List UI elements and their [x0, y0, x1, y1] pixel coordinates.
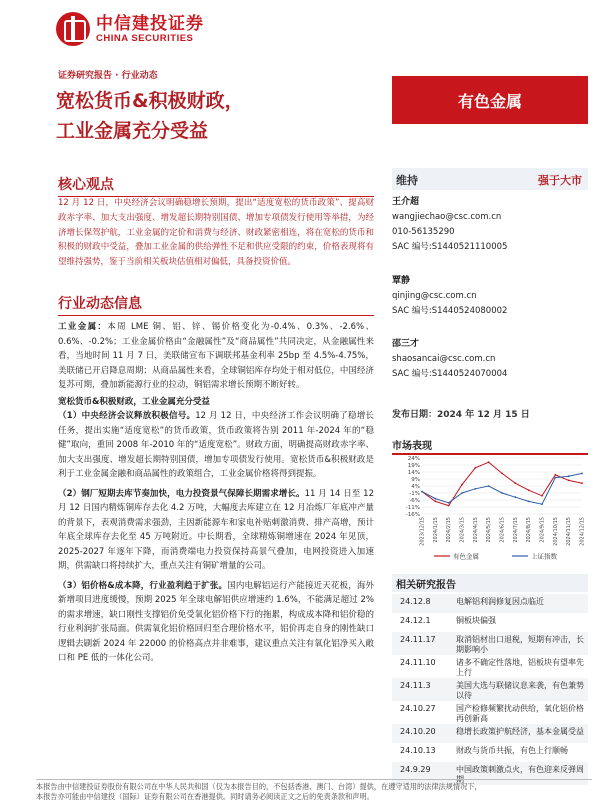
- market-performance-chart: [392, 452, 588, 568]
- rating-level: 强于大市: [538, 174, 582, 187]
- analyst-1: [392, 195, 588, 255]
- x-tick-label: 2024/2/15: [446, 517, 453, 543]
- y-tick-label: 4%: [411, 484, 420, 490]
- dynamics-heading: 行业动态信息: [58, 293, 374, 313]
- data-point: [554, 474, 556, 476]
- csc-logo-icon: [56, 12, 90, 46]
- report-date: 24.11.3: [400, 681, 431, 690]
- data-point: [501, 473, 503, 475]
- report-title: [56, 86, 244, 146]
- x-tick-label: 2024/12/15: [579, 517, 586, 546]
- brand-name-en: CHINA SECURITIES: [96, 32, 194, 44]
- report-date: 24.11.17: [400, 635, 436, 644]
- sector-label: 有色金属: [392, 76, 588, 124]
- dynamics-body: [58, 320, 374, 666]
- y-tick-label: -11%: [405, 505, 420, 511]
- data-point: [474, 488, 476, 490]
- sub-heading: 宽松货币&积极财政，工业金属充分受益: [58, 396, 210, 407]
- analyst-name: 王介超: [392, 197, 420, 207]
- paragraph-1: （1）中央经济会议释放积极信号。12 月 12 日，中央经济工作会议明确了稳增长任务，提出实施“适度宽松”的货币政策，货币政策将告别 2011 年-2024 年的“稳健”取向，重回 2008 年-2010 年的“适度宽松”。财政方面，明确提高财政赤字率、加大支出强度、增发超长期特别国债，增加专项债发行使用。宽松货币&积极财政是利于工业金属金融和商品属性的政策组合，工业金属价格将得到提振。: [58, 411, 374, 479]
- analyst-email[interactable]: qinjing@csc.com.cn: [392, 291, 477, 301]
- market-chart-title: 市场表现: [392, 437, 588, 456]
- y-tick-label: -1%: [409, 491, 420, 497]
- brand-name-cn: 中信建投证券: [96, 13, 204, 34]
- data-point: [488, 485, 490, 487]
- data-point: [541, 495, 543, 497]
- rating-action: 维持: [396, 174, 418, 187]
- data-point: [421, 491, 423, 493]
- series-line: [422, 462, 582, 505]
- report-date: 24.12.8: [400, 597, 431, 606]
- report-name[interactable]: 中国政策刺激点火，有色迎来反弹周期: [456, 765, 584, 784]
- analyst-name: 覃静: [392, 276, 411, 286]
- x-tick-label: 2024/1/15: [432, 517, 439, 543]
- analyst-email[interactable]: shaosancai@csc.com.cn: [392, 354, 496, 364]
- report-name[interactable]: 国产检修频繁扰动供给，氧化铝价格再创新高: [456, 704, 584, 723]
- report-title-line2: 工业金属充分受益: [56, 120, 209, 142]
- related-reports-heading: 相关研究报告: [392, 574, 588, 592]
- analyst-sac: SAC 编号:S1440521110005: [392, 242, 508, 252]
- report-name[interactable]: 铜板块偏强: [456, 616, 496, 625]
- report-row[interactable]: [392, 743, 588, 762]
- x-tick-label: 2023/12/15: [419, 517, 426, 546]
- y-tick-label: 14%: [407, 470, 420, 476]
- data-point: [541, 503, 543, 505]
- y-tick-label: 9%: [411, 477, 420, 483]
- data-point: [474, 467, 476, 469]
- report-name[interactable]: 财政与货币共振，有色上行顺畅: [456, 746, 568, 755]
- disclaimer-line1: 本报告由中信建投证券股份有限公司在中华人民共和国（仅为本报告目的，不包括香港、澳门、台湾）提供，在遵守适用的法律法规情况下，: [36, 782, 482, 791]
- report-row[interactable]: [392, 724, 588, 743]
- data-point: [448, 502, 450, 504]
- report-date: 24.12.1: [400, 616, 431, 625]
- y-tick-label: -6%: [409, 498, 420, 504]
- paragraph-industrial-metals: 工业金属：本周 LME 铜、铝、锌、锡价格变化为-0.4%、0.3%、-2.6%、0.6%、-0.2%；工业金属价格由“金融属性”及“商品属性”共同决定，从金融属性来看，当地时间 11 月 7 日，美联储宣布下调联邦基金利率 25bp 至 4.5%-4.75%，美联储已开启降息周期；从商品属性来看，全球铜铝库存均处于相对低位，中国经济复苏可期，叠加新能源行业的拉动，铜铝需求增长预期不断好转。: [58, 322, 374, 390]
- report-name[interactable]: 稳增长政策护航经济，基本金属受益: [456, 727, 584, 736]
- data-point: [434, 498, 436, 500]
- y-tick-label: -16%: [405, 512, 420, 518]
- data-point: [501, 492, 503, 494]
- report-date: 24.10.20: [400, 727, 436, 736]
- report-date: 24.11.10: [400, 658, 436, 667]
- series-line: [422, 473, 582, 504]
- report-row[interactable]: [392, 632, 588, 655]
- y-tick-label: 24%: [407, 456, 420, 462]
- data-point: [581, 473, 583, 475]
- x-tick-label: 2024/6/15: [499, 517, 506, 543]
- disclaimer-line2: 本报告亦可能由中信建投（国际）证券有限公司在香港提供。同时请务必阅读正文之后的免责条款和声明。: [36, 792, 374, 800]
- data-point: [461, 492, 463, 494]
- report-name[interactable]: 电解铝利润修复因点临近: [456, 597, 544, 606]
- data-point: [434, 501, 436, 503]
- analyst-email[interactable]: wangjiechao@csc.com.cn: [392, 212, 502, 222]
- report-row[interactable]: [392, 594, 588, 613]
- publish-date: 发布日期：2024 年 12 月 15 日: [392, 410, 530, 420]
- analyst-name: 邵三才: [392, 339, 420, 349]
- data-point: [488, 461, 490, 463]
- x-tick-label: 2024/8/15: [526, 517, 533, 543]
- report-name[interactable]: 美国大选与联储议息来袭，有色兼势以待: [456, 681, 584, 700]
- legend-label: 上证指数: [531, 552, 557, 561]
- analyst-phone: 010-56135290: [392, 227, 455, 237]
- brand-logo: [56, 12, 204, 46]
- data-point: [528, 501, 530, 503]
- report-date: 24.9.29: [400, 765, 431, 774]
- disclaimer-footer: [36, 779, 592, 800]
- report-date: 24.10.13: [400, 746, 436, 755]
- analyst-3: [392, 337, 588, 382]
- analyst-sac: SAC 编号:S1440524070004: [392, 369, 508, 379]
- data-point: [568, 475, 570, 477]
- analyst-2: [392, 274, 588, 319]
- paragraph-2: （2）钢厂短期去库节奏加快，电力投资景气保障长期需求增长。11 月 14 日至 12 月 12 日国内精炼铜库存去化 4.2 万吨，大幅度去库建立在 12 月冶炼厂年底冲产量的背景下，表观消费需求强劲，主因新能源车和家电补贴刺激消费、排产高增，预计年底全球库存去化至 45 万吨附近。中长期看，全球精炼铜增速在 2024 年见顶，2025-2027 年逐年下降，而消费端电力投资保持高景气叠加，电网投资进入加速期，供需缺口将持续扩大，重点关注有铜矿增量的公司。: [58, 488, 374, 571]
- report-name[interactable]: 诸多不确定性落地，铝板块有望率先上行: [456, 658, 584, 677]
- report-row[interactable]: [392, 613, 588, 632]
- related-reports-table: [392, 594, 588, 785]
- data-point: [554, 477, 556, 479]
- core-view-heading: 核心观点: [58, 174, 374, 194]
- breadcrumb: 证券研究报告 · 行业动态: [58, 71, 158, 81]
- x-tick-label: 2024/4/15: [472, 517, 479, 543]
- data-point: [514, 496, 516, 498]
- x-tick-label: 2024/3/15: [459, 517, 466, 543]
- report-row[interactable]: [392, 678, 588, 701]
- data-point: [461, 484, 463, 486]
- data-point: [568, 480, 570, 482]
- report-date: 24.10.27: [400, 704, 436, 713]
- report-title-line1: 宽松货币&积极财政，: [56, 90, 244, 112]
- x-tick-label: 2024/11/15: [566, 517, 573, 546]
- data-point: [514, 482, 516, 484]
- data-point: [581, 482, 583, 484]
- core-view-text: 12 月 12 日，中央经济会议明确稳增长预期，提出“适度宽松的货币政策”、提高财政赤字率、加大支出强度、增发超长期特别国债、增加专项债发行使用等举措，为经济增长保驾护航，工业金属的定价和消费与经济、财政紧密相连，将在宽松的货币和积极的财政中受益，叠加工业金属的供给弹性不足和供应受限的约束，价格表现将有望维持强势，鉴于当前相关板块估值相对偏低，具备投资价值。: [58, 198, 374, 268]
- data-point: [448, 505, 450, 507]
- report-row[interactable]: [392, 701, 588, 724]
- rating-bar: [392, 168, 588, 190]
- analyst-sac: SAC 编号:S1440524080002: [392, 306, 508, 316]
- x-tick-label: 2024/10/15: [552, 517, 559, 546]
- y-tick-label: 19%: [407, 463, 420, 469]
- x-tick-label: 2024/9/15: [539, 517, 546, 543]
- report-row[interactable]: [392, 655, 588, 678]
- report-name[interactable]: 取消铝材出口退税，短期有冲击，长期影响小: [456, 635, 584, 654]
- x-tick-label: 2024/7/15: [512, 517, 519, 543]
- paragraph-3: （3）铝价格&成本降，行业盈利趋于扩张。国内电解铝运行产能接近天花板，海外新增项目进度缓慢，预期 2025 年全球电解铝供应增速约 1.6%，不能满足超过 2%的需求增速，缺口刚性支撑铝价免受氧化铝价格下行的拖累，构成成本降和铝价稳的行业利润扩张局面。供需氧化铝价格回归至合理价格水平，铝价再走自身的刚性缺口逻辑去刷新 2024 年 22000 的价格高点并非难事，建议重点关注有氧化铝净买入敞口和 PE 低的一体化公司。: [58, 580, 374, 663]
- data-point: [528, 489, 530, 491]
- x-tick-label: 2024/5/15: [486, 517, 493, 543]
- legend-label: 有色金属: [453, 552, 479, 561]
